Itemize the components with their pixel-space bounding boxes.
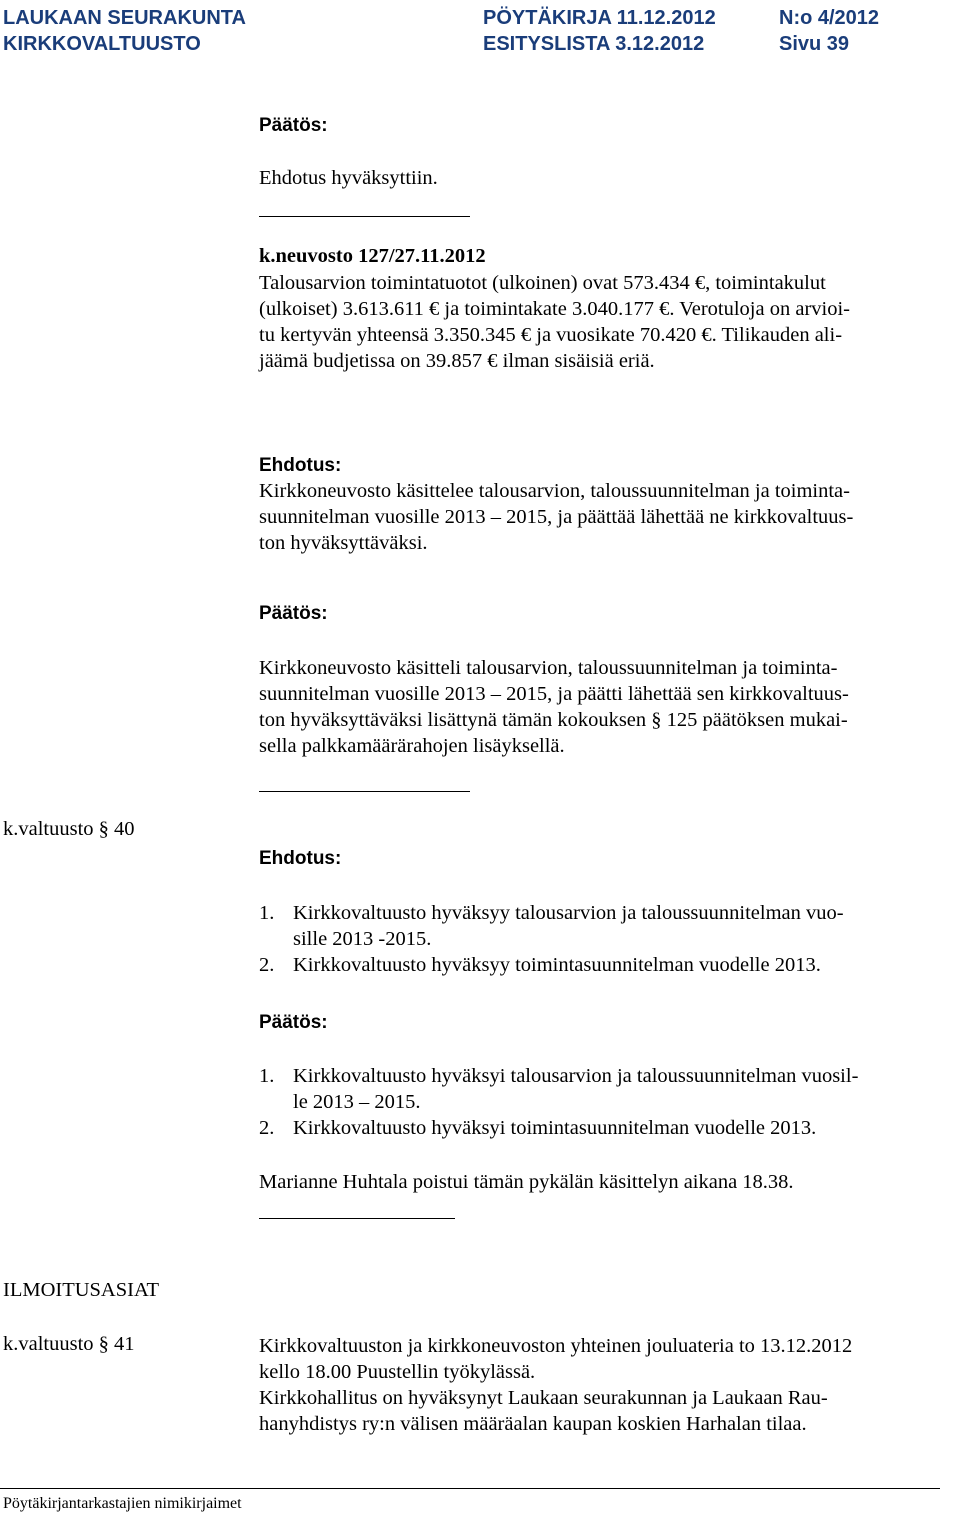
ehdotus-text-1 xyxy=(259,478,949,556)
ehdotus-heading-1: Ehdotus: xyxy=(259,455,342,476)
list-item: 2. Kirkkovaltuusto hyväksyi toimintasuunnitelman vuodelle 2013. xyxy=(259,1117,817,1139)
ehdotus-heading-2: Ehdotus: xyxy=(259,848,342,869)
kneuvosto-text xyxy=(259,270,949,374)
list-item-cont: sille 2013 -2015. xyxy=(293,928,432,950)
text-line: sella palkkamäärärahojen lisäyksellä. xyxy=(259,735,565,757)
text-line: hanyhdistys ry:n välisen määräalan kaupan koskien Harhalan tilaa. xyxy=(259,1413,807,1435)
agenda-date: ESITYSLISTA 3.12.2012 xyxy=(483,33,705,55)
footer-rule xyxy=(0,1488,940,1489)
text-line: Kirkkoneuvosto käsittelee talousarvion, taloussuunnitelman ja toiminta- xyxy=(259,480,850,502)
ehdotus-list xyxy=(259,900,844,978)
paatos-list xyxy=(259,1063,858,1141)
text-line: jäämä budjetissa on 39.857 € ilman sisäisiä eriä. xyxy=(259,350,655,372)
divider-2 xyxy=(259,791,470,792)
text-line: ton hyväksyttäväksi. xyxy=(259,532,428,554)
paatos-heading-1: Päätös: xyxy=(259,115,328,136)
kvaltuusto-41-ref: k.valtuusto § 41 xyxy=(3,1333,135,1355)
text-line: Kirkkovaltuuston ja kirkkoneuvoston yhteinen jouluateria to 13.12.2012 xyxy=(259,1335,853,1357)
list-item: 2. Kirkkovaltuusto hyväksyy toimintasuunnitelman vuodelle 2013. xyxy=(259,954,821,976)
org-name: LAUKAAN SEURAKUNTA xyxy=(3,7,246,29)
text-line: kello 18.00 Puustellin työkylässä. xyxy=(259,1361,536,1383)
ilmoitusasiat-text xyxy=(259,1333,949,1437)
text-line: suunnitelman vuosille 2013 – 2015, ja päättää lähettää ne kirkkovaltuus- xyxy=(259,506,854,528)
list-item: 1. Kirkkovaltuusto hyväksyi talousarvion ja taloussuunnitelman vuosil- xyxy=(259,1065,859,1087)
text-line: (ulkoiset) 3.613.611 € ja toimintakate 3.040.177 €. Verotuloja on arvioi- xyxy=(259,298,850,320)
divider-3 xyxy=(259,1218,455,1219)
paatos-text-2 xyxy=(259,655,949,759)
text-line: tu kertyvän yhteensä 3.350.345 € ja vuosikate 70.420 €. Tilikauden ali- xyxy=(259,324,843,346)
paatos-heading-2: Päätös: xyxy=(259,603,328,624)
kneuvosto-ref: k.neuvosto 127/27.11.2012 xyxy=(259,245,486,267)
text-line: Talousarvion toimintatuotot (ulkoinen) ovat 573.434 €, toimintakulut xyxy=(259,272,826,294)
kvaltuusto-40-ref: k.valtuusto § 40 xyxy=(3,818,135,840)
text-line: Kirkkohallitus on hyväksynyt Laukaan seurakunnan ja Laukaan Rau- xyxy=(259,1387,828,1409)
doc-number: N:o 4/2012 xyxy=(779,7,880,29)
text-line: ton hyväksyttäväksi lisättynä tämän kokouksen § 125 päätöksen mukai- xyxy=(259,709,848,731)
page-number: Sivu 39 xyxy=(779,33,850,55)
text-line: suunnitelman vuosille 2013 – 2015, ja päätti lähettää sen kirkkovaltuus- xyxy=(259,683,849,705)
doc-title: PÖYTÄKIRJA 11.12.2012 xyxy=(483,7,716,29)
section-heading-ilmoitusasiat: ILMOITUSASIAT xyxy=(3,1279,160,1301)
divider-1 xyxy=(259,216,470,217)
list-item: 1. Kirkkovaltuusto hyväksyy talousarvion ja taloussuunnitelman vuo- xyxy=(259,902,844,924)
paatos-text-1: Ehdotus hyväksyttiin. xyxy=(259,167,438,189)
body-name: KIRKKOVALTUUSTO xyxy=(3,33,201,55)
text-line: Kirkkoneuvosto käsitteli talousarvion, taloussuunnitelman ja toiminta- xyxy=(259,657,838,679)
footer-text: Pöytäkirjantarkastajien nimikirjaimet xyxy=(3,1495,242,1512)
list-item-cont: le 2013 – 2015. xyxy=(293,1091,421,1113)
attendance-note: Marianne Huhtala poistui tämän pykälän käsittelyn aikana 18.38. xyxy=(259,1171,794,1193)
paatos-heading-3: Päätös: xyxy=(259,1012,328,1033)
